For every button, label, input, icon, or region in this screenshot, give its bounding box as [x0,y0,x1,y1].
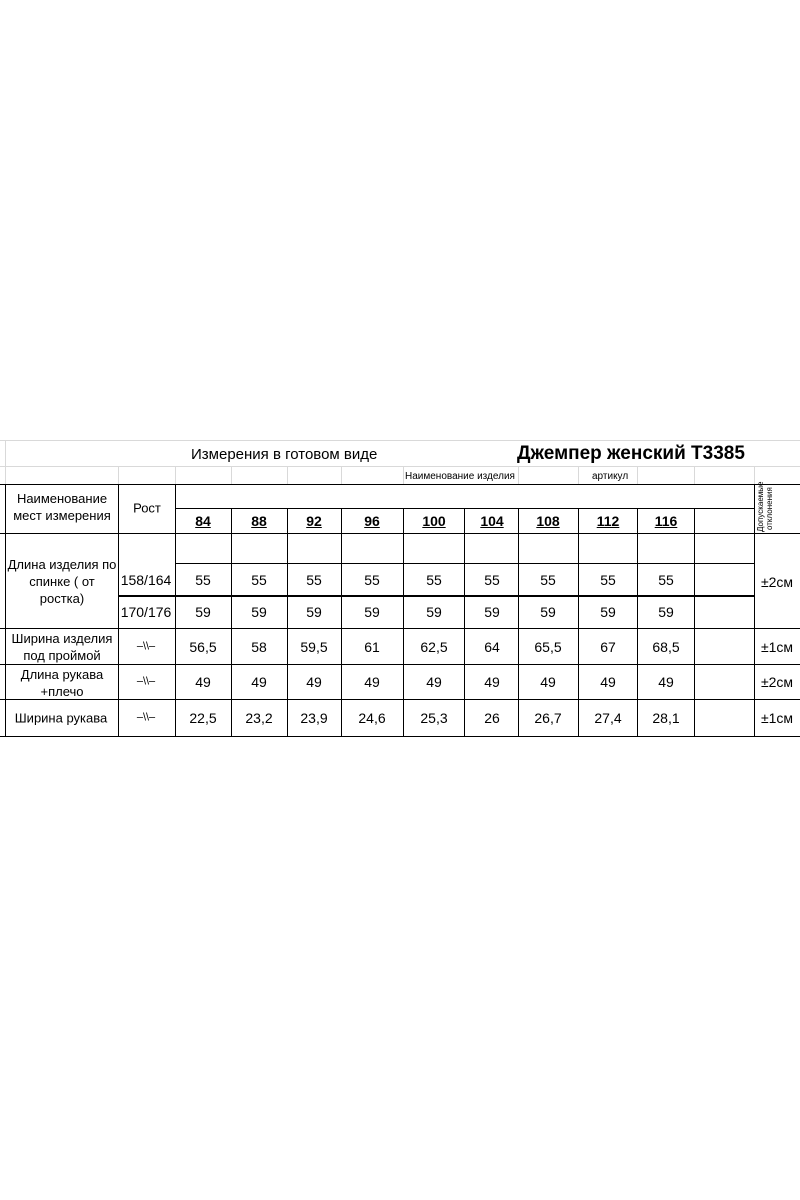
table-cell: 64 [484,639,500,655]
measurement-name-header: Наименование мест измерения [13,491,111,523]
table-cell: 59 [600,604,616,620]
row-tolerance: ±2см [760,574,794,590]
table-cell: 59 [364,604,380,620]
table-cell: 49 [364,674,380,690]
table-cell: 55 [600,572,616,588]
table-cell: 55 [251,572,267,588]
size-header: 112 [596,513,620,529]
table-cell: 55 [306,572,322,588]
table-cell: 55 [484,572,500,588]
size-header: 96 [364,513,380,529]
row-height: –\\– [136,640,156,653]
size-header: 84 [195,513,211,529]
tolerance-header: Допускаемые отклонения [756,481,774,532]
row-tolerance: ±1см [760,710,794,726]
row-height: –\\– [136,711,156,724]
row-name-sleeve-width: Ширина рукава [14,710,108,726]
table-cell: 26 [484,710,500,726]
table-cell: 67 [600,639,616,655]
table-cell: 49 [600,674,616,690]
table-cell: 55 [195,572,211,588]
table-cell: 68,5 [652,639,680,655]
height-header: Рост [133,500,161,516]
table-cell: 23,2 [245,710,273,726]
table-cell: 59 [658,604,674,620]
table-cell: 61 [364,639,380,655]
table-cell: 55 [540,572,556,588]
row-tolerance: ±2см [760,674,794,690]
table-cell: 59 [306,604,322,620]
size-header: 100 [422,513,446,529]
table-cell: 59,5 [300,639,328,655]
table-cell: 24,6 [358,710,386,726]
row-name-back-length: Длина изделия по спинке ( от ростка) [7,557,117,606]
table-cell: 28,1 [652,710,680,726]
table-cell: 55 [364,572,380,588]
table-cell: 65,5 [534,639,562,655]
table-cell: 27,4 [594,710,622,726]
table-cell: 56,5 [189,639,217,655]
table-cell: 23,9 [300,710,328,726]
table-cell: 49 [484,674,500,690]
row-tolerance: ±1см [760,639,794,655]
row-height: –\\– [136,675,156,688]
row-name-sleeve-length: Длина рукава +плечо [20,667,104,699]
table-cell: 49 [195,674,211,690]
table-cell: 22,5 [189,710,217,726]
table-cell: 55 [426,572,442,588]
table-cell: 59 [540,604,556,620]
size-header: 92 [306,513,322,529]
row-name-armhole-width: Ширина изделия под проймой [11,631,113,663]
size-header: 108 [536,513,560,529]
table-cell: 49 [658,674,674,690]
table-cell: 49 [426,674,442,690]
row-height: 170/176 [120,604,172,620]
table-cell: 49 [251,674,267,690]
table-cell: 58 [251,639,267,655]
table-cell: 49 [540,674,556,690]
table-cell: 62,5 [420,639,448,655]
table-cell: 59 [251,604,267,620]
size-header: 116 [654,513,678,529]
document-title: Джемпер женский Т3385 [517,443,745,464]
size-header: 104 [480,513,504,529]
item-name-label: Наименование изделия [405,471,515,482]
table-cell: 59 [426,604,442,620]
size-header: 88 [251,513,267,529]
subtitle: Измерения в готовом виде [191,446,378,463]
article-label: артикул [592,471,629,482]
row-height: 158/164 [120,572,172,588]
table-cell: 25,3 [420,710,448,726]
table-cell: 59 [195,604,211,620]
table-cell: 49 [306,674,322,690]
table-cell: 55 [658,572,674,588]
table-cell: 59 [484,604,500,620]
table-cell: 26,7 [534,710,562,726]
